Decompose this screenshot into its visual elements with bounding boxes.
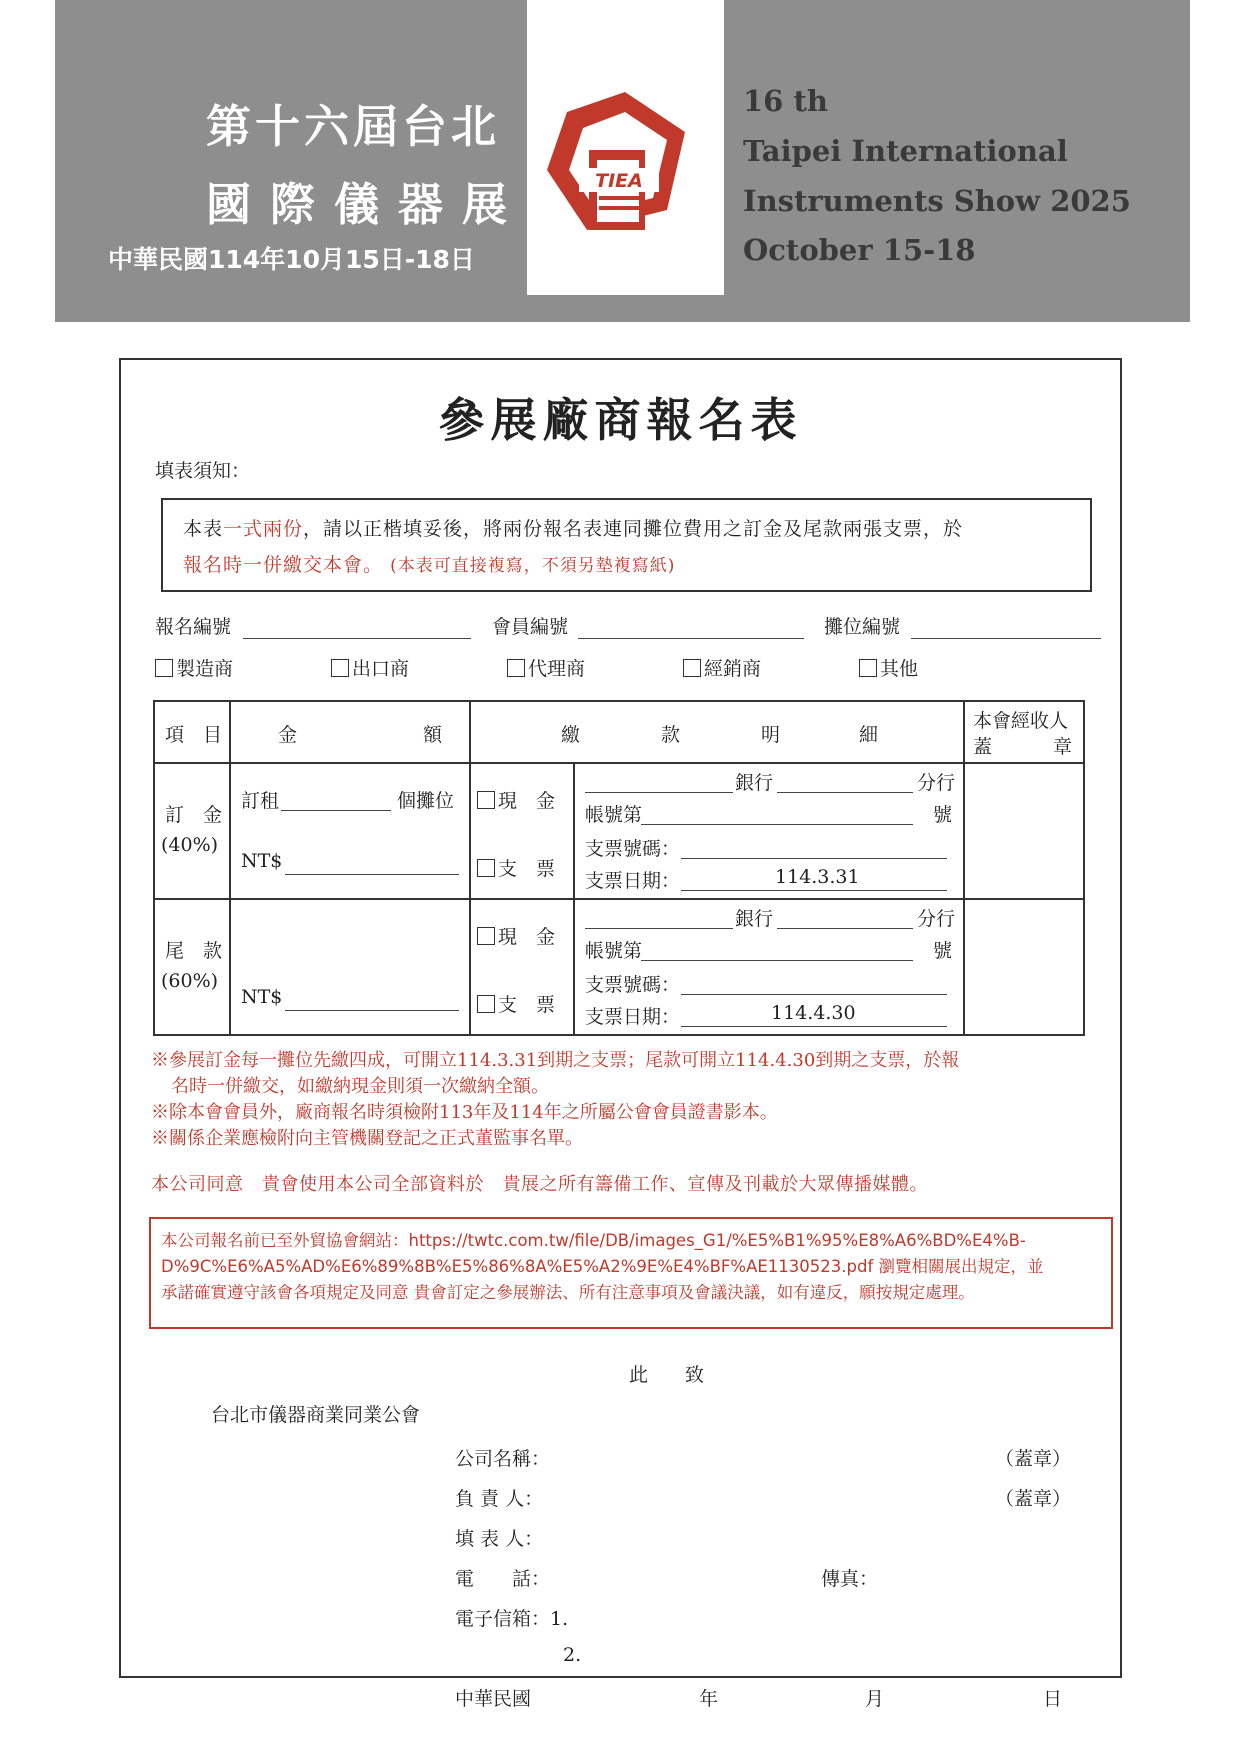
note-2: ※除本會會員外，廠商報名時須檢附113年及114年之所屬公會會員證書影本。	[151, 1102, 778, 1123]
exhibition-title-cn-line2: 國際儀器展	[206, 178, 527, 231]
col-header-amount-a: 金	[278, 724, 298, 746]
notice-text-2: ，請以正楷填妥後，將兩份報名表連同攤位費用之訂金及尾款兩張支票，於	[303, 518, 964, 540]
row-name: 尾 款	[165, 940, 223, 962]
checkbox-icon[interactable]	[155, 659, 173, 677]
checkbox-icon[interactable]	[507, 659, 525, 677]
currency-label: NT$	[241, 986, 283, 1008]
date-month: 月	[865, 1688, 885, 1710]
owner-label: 負 責 人：	[455, 1488, 544, 1510]
date-prefix: 中華民國	[455, 1688, 532, 1710]
note-3: ※關係企業應檢附向主管機關登記之正式董監事名單。	[151, 1128, 583, 1149]
checkbox-icon[interactable]	[477, 791, 495, 809]
checkbox-icon[interactable]	[477, 859, 495, 877]
email-2-label: 2.	[563, 1644, 582, 1666]
exhibition-title-en-line1: Taipei International	[743, 134, 1068, 168]
branch-label: 分行	[917, 772, 956, 794]
row-name: 訂 金	[165, 804, 223, 826]
check-no-label: 支票號碼：	[585, 974, 681, 996]
balance-amount-field[interactable]	[285, 1010, 459, 1011]
conditions-line-3: 承諾確實遵守該會各項規定及同意 貴會訂定之參展辦法、所有注意事項及會議決議，如有違反，願按規定處理。	[161, 1283, 975, 1302]
form-title: 參展廠商報名表	[438, 393, 803, 447]
checkbox-icon[interactable]	[859, 659, 877, 677]
consent-statement: 本公司同意 貴會使用本公司全部資料於 貴展之所有籌備工作、宣傳及刊載於大眾傳播媒體。	[151, 1174, 928, 1195]
exhibition-date-en: October 15-18	[743, 233, 976, 267]
check-date-field[interactable]	[681, 1026, 947, 1027]
check-date-value: 114.4.30	[771, 1002, 856, 1024]
exhibition-title-en-line2: Instruments Show 2025	[743, 184, 1131, 218]
account-field[interactable]	[641, 824, 913, 825]
checkbox-icon[interactable]	[477, 927, 495, 945]
tiea-logo-icon	[527, 0, 724, 295]
filler-label: 填 表 人：	[455, 1528, 544, 1550]
col-header-detail-3: 明	[761, 724, 781, 746]
conditions-line-2: D%9C%E6%A5%AD%E6%89%8B%E5%86%8A%E5%A2%9E%E4%BF%AE1130523.pdf 瀏覽相關展出規定，並	[161, 1257, 1044, 1276]
check-no-field[interactable]	[681, 858, 947, 859]
closing-ci: 此	[629, 1364, 649, 1386]
fax-label: 傳真：	[821, 1568, 879, 1590]
col-header-detail-1: 繳	[561, 724, 581, 746]
check-date-value: 114.3.31	[775, 866, 860, 888]
cash-option[interactable]: 現 金	[477, 786, 555, 813]
category-agent[interactable]: 代理商	[507, 654, 585, 681]
note-1-cont: 名時一併繳交，如繳納現金則須一次繳納全額。	[171, 1076, 549, 1097]
col-header-amount-b: 額	[423, 724, 443, 746]
check-option[interactable]: 支 票	[477, 990, 555, 1017]
check-date-label: 支票日期：	[585, 1006, 681, 1028]
exhibition-title-cn-line1: 第十六屆台北	[206, 100, 501, 153]
date-year: 年	[699, 1688, 719, 1710]
row-percent: (40%)	[161, 834, 219, 856]
booth-rent-prefix: 訂租	[241, 790, 280, 812]
registration-form	[119, 358, 1122, 1710]
conditions-box	[149, 1217, 1113, 1329]
check-no-label: 支票號碼：	[585, 838, 681, 860]
bank-label: 銀行	[735, 908, 774, 930]
cash-option[interactable]: 現 金	[477, 922, 555, 949]
instructions-label: 填表須知：	[155, 460, 251, 482]
notice-text-1: 本表	[183, 518, 224, 540]
owner-seal-label: （蓋章）	[995, 1488, 1072, 1510]
registration-no-label: 報名編號	[155, 616, 232, 638]
account-field[interactable]	[641, 960, 913, 961]
date-day: 日	[1043, 1688, 1063, 1710]
company-seal-label: （蓋章）	[995, 1448, 1072, 1470]
checkbox-icon[interactable]	[331, 659, 349, 677]
phone-label: 電 話：	[455, 1568, 551, 1590]
col-header-receiver: 本會經收人	[973, 710, 1069, 732]
account-suffix: 號	[933, 940, 953, 962]
deposit-amount-field[interactable]	[285, 874, 459, 875]
check-no-field[interactable]	[681, 994, 947, 995]
checkbox-icon[interactable]	[683, 659, 701, 677]
category-distributor[interactable]: 經銷商	[683, 654, 761, 681]
category-exporter[interactable]: 出口商	[331, 654, 409, 681]
col-header-detail-2: 款	[661, 724, 681, 746]
recipient-name: 台北市儀器商業同業公會	[211, 1404, 421, 1426]
check-date-field[interactable]	[681, 890, 947, 891]
member-no-label: 會員編號	[492, 616, 569, 638]
notice-copy-note: (本表可直接複寫，不須另墊複寫紙)	[390, 556, 676, 576]
col-header-seal-a: 蓋	[973, 736, 993, 758]
booth-no-field[interactable]	[911, 638, 1101, 639]
notice-box	[161, 498, 1092, 592]
closing-zhi: 致	[685, 1364, 705, 1386]
branch-label: 分行	[917, 908, 956, 930]
registration-no-field[interactable]	[243, 638, 471, 639]
check-date-label: 支票日期：	[585, 870, 681, 892]
booth-no-label: 攤位編號	[824, 616, 901, 638]
category-manufacturer[interactable]: 製造商	[155, 654, 233, 681]
col-header-seal-b: 章	[1053, 736, 1073, 758]
exhibition-edition-en: 16 th	[743, 84, 828, 118]
col-header-item: 項 目	[165, 724, 223, 746]
booth-count-field[interactable]	[281, 810, 391, 811]
check-option[interactable]: 支 票	[477, 854, 555, 881]
notice-submit: 報名時一併繳交本會。	[183, 554, 384, 576]
bank-label: 銀行	[735, 772, 774, 794]
logo-text: TIEA	[595, 170, 643, 192]
account-prefix: 帳號第	[585, 804, 643, 826]
branch-field[interactable]	[777, 928, 913, 929]
bank-field[interactable]	[585, 928, 733, 929]
account-suffix: 號	[933, 804, 953, 826]
booth-rent-suffix: 個攤位	[397, 790, 455, 812]
logo-panel	[527, 0, 724, 295]
member-no-field[interactable]	[578, 638, 804, 639]
row-percent: (60%)	[161, 970, 219, 992]
bank-field[interactable]	[585, 792, 733, 793]
currency-label: NT$	[241, 850, 283, 872]
branch-field[interactable]	[777, 792, 913, 793]
col-header-detail-4: 細	[859, 724, 879, 746]
account-prefix: 帳號第	[585, 940, 643, 962]
email-label: 電子信箱：1.	[455, 1608, 569, 1630]
company-name-label: 公司名稱：	[455, 1448, 551, 1470]
note-1: ※參展訂金每一攤位先繳四成，可開立114.3.31到期之支票；尾款可開立114.4.30到期之支票，於報	[151, 1050, 960, 1071]
checkbox-icon[interactable]	[477, 995, 495, 1013]
category-other[interactable]: 其他	[859, 654, 918, 681]
notice-copies: 一式兩份	[223, 518, 304, 540]
conditions-line-1: 本公司報名前已至外貿協會網站：https://twtc.com.tw/file/DB/images_G1/%E5%B1%95%E8%A6%BD%E4%B-	[161, 1231, 1026, 1250]
exhibition-date-cn: 中華民國114年10月15日-18日	[108, 245, 475, 274]
